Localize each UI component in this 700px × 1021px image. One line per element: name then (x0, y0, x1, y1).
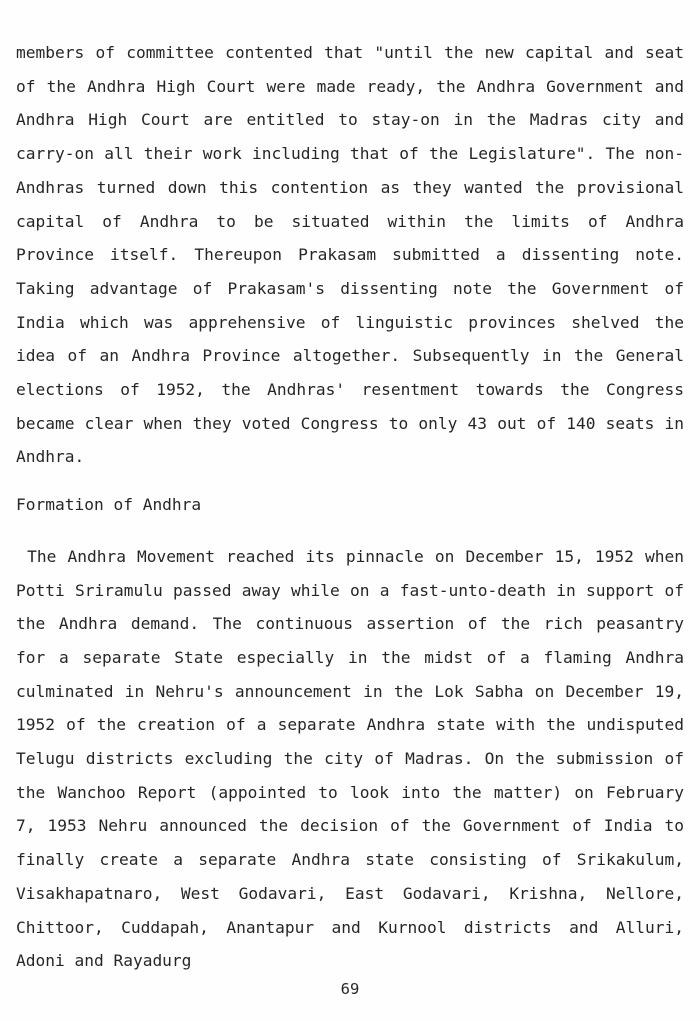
spacer-before-heading (16, 474, 684, 488)
spacer-after-heading (16, 522, 684, 540)
body-paragraph-1: members of committee contented that "until the new capital and seat of the Andhra High Court were made ready, the Andhra Government and Andhra High Court are entitled to stay-on in the Madras city and carry-on all their work including that of the Legislature". The non-Andhras turned down this contention as they wanted the provisional capital of Andhra to be situated within the limits of Andhra Province itself. Thereupon Prakasam submitted a dissenting note. Taking advantage of Prakasam's dissenting note the Government of India which was apprehensive of linguistic provinces shelved the idea of an Andhra Province altogether. Subsequently in the General elections of 1952, the Andhras' resentment towards the Congress became clear when they voted Congress to only 43 out of 140 seats in Andhra. (16, 43, 694, 467)
body-paragraph-2: The Andhra Movement reached its pinnacle on December 15, 1952 when Potti Sriramulu passed away while on a fast-unto-death in support of the Andhra demand. The continuous assertion of the rich peasantry for a separate State especially in the midst of a flaming Andhra culminated in Nehru's announcement in the Lok Sabha on December 19, 1952 of the creation of a separate Andhra state with the undisputed Telugu districts excluding the city of Madras. On the submission of the Wanchoo Report (appointed to look into the matter) on February 7, 1953 Nehru announced the decision of the Government of India to finally create a separate Andhra state consisting of Srikakulum, Visakhapatnaro, West Godavari, East Godavari, Krishna, Nellore, Chittoor, Cuddapah, Anantapur and Kurnool districts and Alluri, Adoni and Rayadurg (16, 546, 694, 971)
page-text-body (16, 36, 694, 978)
page-number: 69 (340, 980, 360, 998)
section-heading-formation-of-andhra: Formation of Andhra (16, 495, 202, 515)
